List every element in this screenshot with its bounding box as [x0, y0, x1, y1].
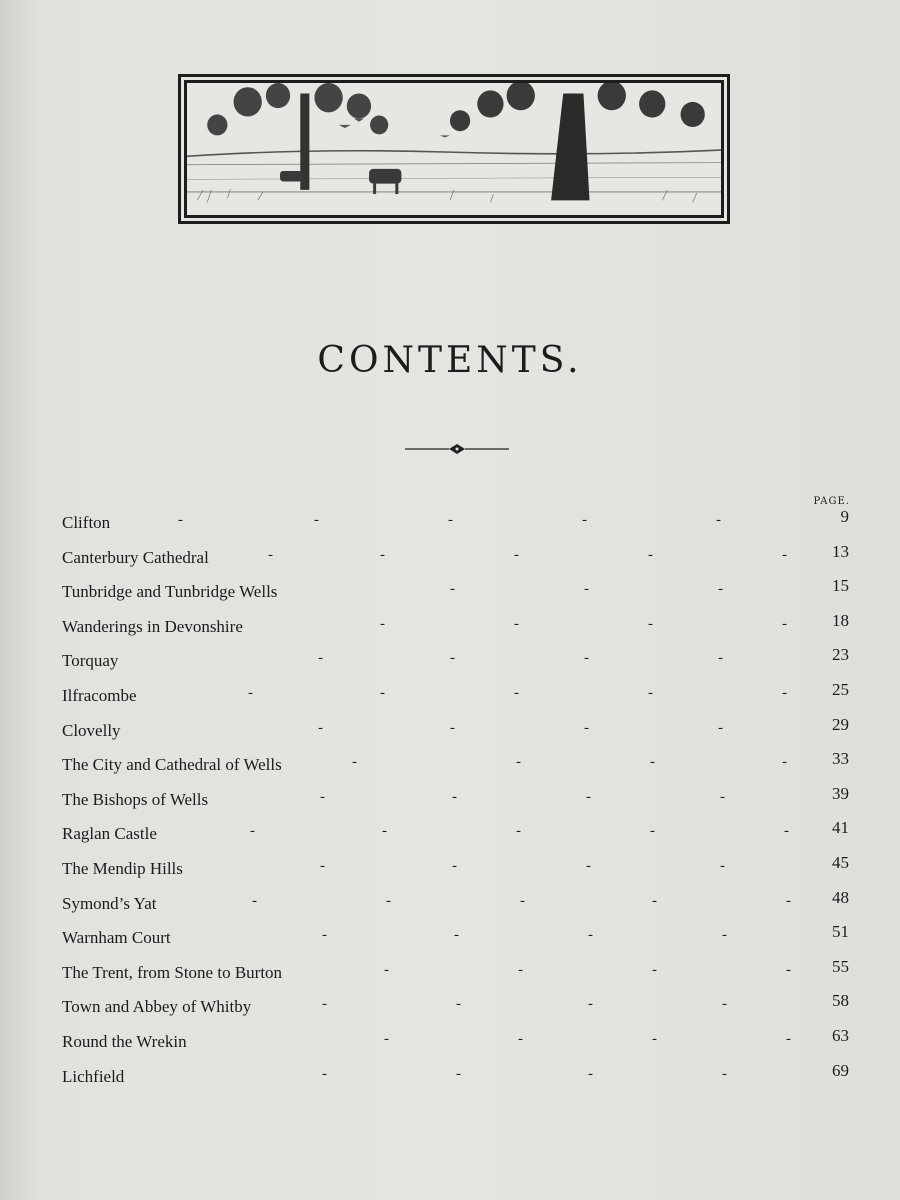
leader-dash: - [782, 546, 787, 563]
leader-dash: - [322, 996, 327, 1013]
entry-page-number: 23 [832, 645, 849, 665]
contents-entry[interactable] [60, 851, 855, 886]
entry-page-number: 13 [832, 541, 849, 561]
leader-dash: - [380, 615, 385, 632]
leader-dash: - [588, 1065, 593, 1082]
leader-dash: - [650, 754, 655, 771]
entry-title: Ilfracombe [62, 685, 137, 705]
leader-dash: - [454, 927, 459, 944]
entry-title: Warnham Court [62, 928, 171, 948]
leader-dash: - [384, 961, 389, 978]
entry-title: Symond’s Yat [62, 893, 157, 913]
leader-dash: - [652, 1030, 657, 1047]
leader-dash: - [648, 546, 653, 563]
leader-dash: - [514, 684, 519, 701]
entry-title: Torquay [62, 651, 119, 671]
leader-dash: - [386, 892, 391, 909]
contents-entry[interactable] [60, 920, 855, 955]
leader-dash: - [322, 1065, 327, 1082]
entry-title: Tunbridge and Tunbridge Wells [62, 582, 278, 602]
contents-entry[interactable] [60, 609, 855, 644]
contents-entry[interactable] [60, 643, 855, 678]
entry-title: Round the Wrekin [62, 1031, 187, 1051]
contents-entry[interactable] [60, 747, 855, 782]
leader-dash: - [384, 1030, 389, 1047]
entry-title: Lichfield [62, 1066, 125, 1086]
leader-dash: - [322, 927, 327, 944]
leader-dash: - [380, 546, 385, 563]
leader-dash: - [520, 892, 525, 909]
leader-dash: - [380, 684, 385, 701]
entry-page-number: 51 [832, 922, 849, 942]
leader-dash: - [720, 788, 725, 805]
leader-dash: - [718, 719, 723, 736]
entry-page-number: 33 [832, 749, 849, 769]
leader-dash: - [722, 996, 727, 1013]
leader-dash: - [588, 996, 593, 1013]
contents-entry[interactable] [60, 816, 855, 851]
entry-title: The Mendip Hills [62, 858, 183, 878]
leader-dash: - [648, 684, 653, 701]
leader-dash: - [518, 961, 523, 978]
leader-dash: - [178, 512, 183, 528]
leader-dash: - [352, 754, 357, 771]
entry-title: The City and Cathedral of Wells [62, 755, 282, 775]
entry-title: The Trent, from Stone to Burton [62, 962, 283, 982]
leader-dash: - [584, 581, 589, 598]
leader-dash: - [318, 650, 323, 667]
contents-entry[interactable] [60, 678, 855, 713]
entry-title: Wanderings in Devonshire [62, 616, 243, 636]
entry-page-number: 15 [832, 576, 849, 596]
leader-dash: - [782, 684, 787, 701]
leader-dash: - [782, 615, 787, 632]
contents-entry[interactable] [60, 1059, 855, 1094]
entry-page-number: 39 [832, 783, 849, 803]
leader-dash: - [722, 927, 727, 944]
contents-entry[interactable] [60, 574, 855, 609]
leader-dash: - [786, 961, 791, 978]
leader-dash: - [320, 788, 325, 805]
leader-dash: - [586, 857, 591, 874]
leader-dash: - [782, 754, 787, 771]
leader-dash: - [448, 512, 453, 528]
leader-dash: - [586, 788, 591, 805]
leader-dash: - [450, 650, 455, 667]
leader-dash: - [514, 546, 519, 563]
contents-entry[interactable] [60, 989, 855, 1024]
entry-title: Canterbury Cathedral [62, 547, 209, 567]
leader-dash: - [722, 1065, 727, 1082]
contents-list [60, 505, 855, 1093]
leader-dash: - [584, 719, 589, 736]
leader-dash: - [320, 857, 325, 874]
leader-dash: - [518, 1030, 523, 1047]
contents-entry[interactable] [60, 713, 855, 748]
leader-dash: - [786, 892, 791, 909]
leader-dash: - [314, 512, 319, 528]
entry-page-number: 29 [832, 714, 849, 734]
leader-dash: - [318, 719, 323, 736]
headpiece-engraving [178, 74, 730, 224]
contents-entry[interactable] [60, 505, 855, 540]
leader-dash: - [452, 788, 457, 805]
leader-dash: - [652, 892, 657, 909]
leader-dash: - [382, 823, 387, 840]
leader-dash: - [450, 581, 455, 598]
leader-dash: - [718, 650, 723, 667]
leader-dash: - [248, 684, 253, 701]
contents-entry[interactable] [60, 540, 855, 575]
leader-dash: - [250, 823, 255, 840]
landscape-engraving-icon [187, 83, 721, 215]
entry-page-number: 69 [832, 1060, 849, 1080]
entry-page-number: 63 [832, 1025, 849, 1045]
leader-dash: - [784, 823, 789, 840]
leader-dash: - [452, 857, 457, 874]
leader-dash: - [786, 1030, 791, 1047]
leader-dash: - [268, 546, 273, 563]
leader-dash: - [584, 650, 589, 667]
entry-title: Clifton [62, 513, 111, 532]
leader-dash: - [514, 615, 519, 632]
leader-dash: - [582, 512, 587, 528]
contents-entry[interactable] [60, 1024, 855, 1059]
entry-title: Town and Abbey of Whitby [62, 997, 252, 1017]
contents-entry[interactable] [60, 886, 855, 921]
entry-page-number: 55 [832, 956, 849, 976]
entry-page-number: 48 [832, 887, 849, 907]
ornament-rule-icon [405, 443, 509, 455]
leader-dash: - [716, 512, 721, 528]
leader-dash: - [252, 892, 257, 909]
contents-entry[interactable] [60, 782, 855, 817]
leader-dash: - [648, 615, 653, 632]
entry-page-number: 58 [832, 991, 849, 1011]
leader-dash: - [450, 719, 455, 736]
entry-page-number: 9 [840, 507, 849, 526]
page-column-heading: PAGE. [813, 496, 850, 507]
contents-entry[interactable] [60, 955, 855, 990]
leader-dash: - [650, 823, 655, 840]
entry-title: Raglan Castle [62, 824, 157, 844]
page-title: CONTENTS. [317, 340, 583, 381]
leader-dash: - [652, 961, 657, 978]
leader-dash: - [456, 996, 461, 1013]
entry-page-number: 18 [832, 610, 849, 630]
leader-dash: - [516, 754, 521, 771]
leader-dash: - [720, 857, 725, 874]
leader-dash: - [456, 1065, 461, 1082]
leader-dash: - [718, 581, 723, 598]
entry-page-number: 45 [832, 852, 849, 872]
entry-title: The Bishops of Wells [62, 789, 209, 809]
leader-dash: - [516, 823, 521, 840]
leader-dash: - [588, 927, 593, 944]
entry-title: Clovelly [62, 720, 121, 740]
entry-page-number: 25 [832, 679, 849, 699]
entry-page-number: 41 [832, 818, 849, 838]
